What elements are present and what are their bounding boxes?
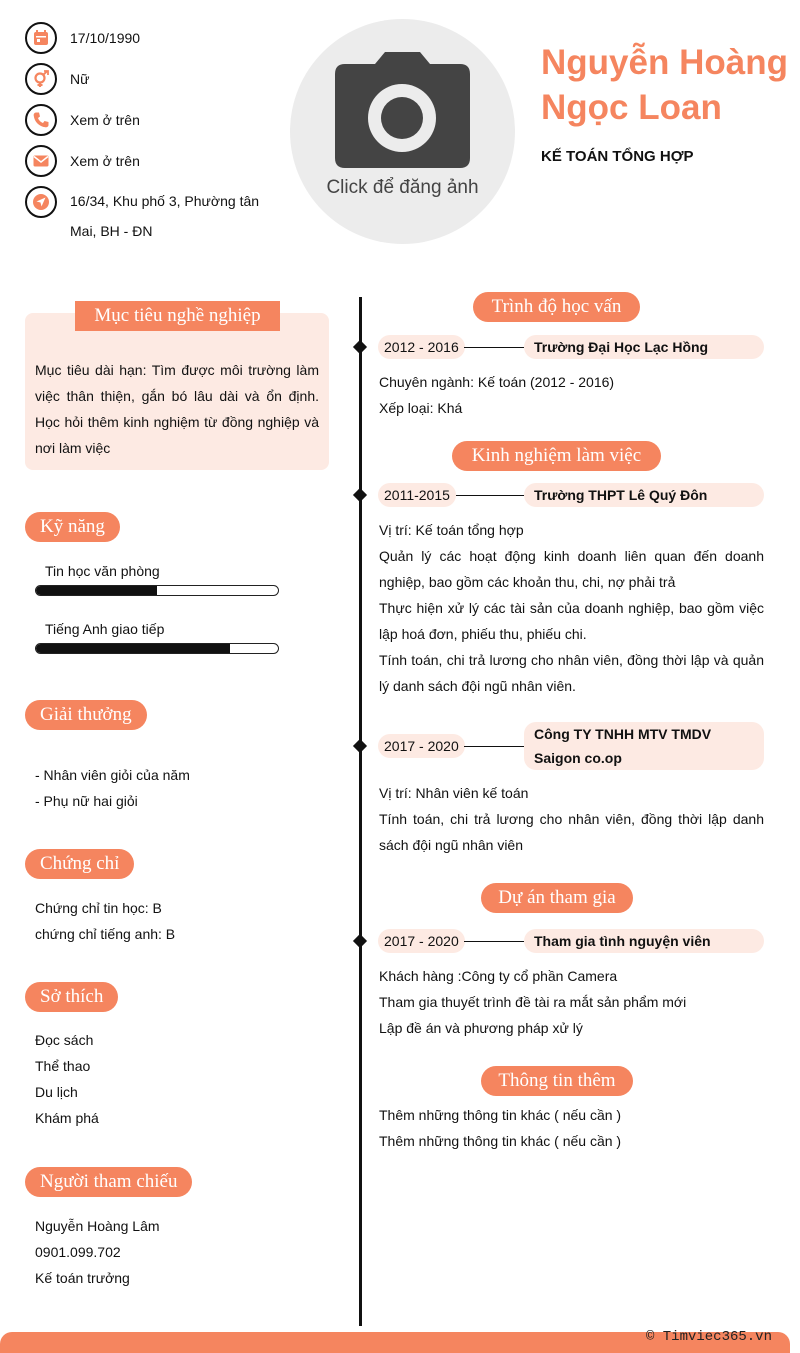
- education-line: Xếp loại: Khá: [379, 400, 463, 416]
- extra-heading: Thông tin thêm: [481, 1066, 633, 1096]
- objective-text: Mục tiêu dài hạn: Tìm được môi trường làm việc thân thiện, gắn bó lâu dài và ổn định. Học hỏi thêm kinh nghiệm từ đồng nghiệp và nơi làm việc: [35, 362, 319, 456]
- phone-text: Xem ở trên: [70, 112, 140, 128]
- timeline-marker: [353, 488, 367, 502]
- photo-upload-label: Click để đăng ảnh: [326, 177, 479, 198]
- awards-heading: Giải thưởng: [25, 700, 147, 730]
- project-date: 2017 - 2020: [378, 929, 465, 953]
- experience-org: Trường THPT Lê Quý Đôn: [524, 483, 764, 507]
- projects-heading: Dự án tham gia: [481, 883, 633, 913]
- experience-line: Tính toán, chi trả lương cho nhân viên, đồng thời lập danh sách đội ngũ nhân viên: [379, 811, 764, 853]
- contact-birthday: [25, 22, 140, 54]
- contact-email: [25, 145, 140, 177]
- experience-date: 2011-2015: [378, 483, 456, 507]
- candidate-name: Nguyễn Hoàng Ngọc Loan: [541, 43, 788, 127]
- hobby-item: Thể thao: [35, 1058, 91, 1074]
- experience-date: 2017 - 2020: [378, 734, 465, 758]
- contact-gender: [25, 63, 89, 95]
- experience-line: Vị trí: Kế toán tổng hợp: [379, 522, 524, 538]
- gender-icon: [25, 63, 57, 95]
- skill-name-english: Tiếng Anh giao tiếp: [45, 621, 165, 637]
- photo-upload[interactable]: [290, 19, 515, 244]
- timeline-connector: [464, 941, 524, 942]
- timeline-connector: [464, 746, 524, 747]
- hobbies-heading: Sở thích: [25, 982, 118, 1012]
- project-org: Tham gia tình nguyện viên: [524, 929, 764, 953]
- location-icon: [25, 186, 57, 218]
- reference-item: Nguyễn Hoàng Lâm: [35, 1218, 160, 1234]
- timeline-connector: [464, 347, 524, 348]
- birthday-text: 17/10/1990: [70, 30, 141, 46]
- project-line: Lập đề án và phương pháp xử lý: [379, 1020, 583, 1036]
- reference-item: 0901.099.702: [35, 1244, 121, 1260]
- skill-bar-english: [35, 643, 279, 654]
- hobby-item: Khám phá: [35, 1110, 99, 1126]
- calendar-icon: [25, 22, 57, 54]
- certificate-item: Chứng chỉ tin học: B: [35, 900, 162, 916]
- contact-phone: [25, 104, 140, 136]
- mail-icon: [25, 145, 57, 177]
- project-line: Tham gia thuyết trình đề tài ra mắt sản phẩm mới: [379, 994, 687, 1010]
- experience-line: Tính toán, chi trả lương cho nhân viên, đồng thời lập và quản lý danh sách đội ngũ nhân viên.: [379, 652, 764, 694]
- experience-line: Vị trí: Nhân viên kế toán: [379, 785, 529, 801]
- experience-org: Công TY TNHH MTV TMDV Saigon co.op: [524, 722, 764, 770]
- copyright-text: © Timviec365.vn: [645, 1329, 772, 1345]
- education-org: Trường Đại Học Lạc Hồng: [524, 335, 764, 359]
- objective-heading: Mục tiêu nghề nghiệp: [75, 301, 280, 331]
- camera-icon: [335, 52, 470, 170]
- address-text: 16/34, Khu phố 3, Phường tân Mai, BH - ĐN: [70, 193, 260, 239]
- experience-line: Quản lý các hoạt động kinh doanh liên quan đến doanh nghiệp, bao gồm các khoản thu, chi, nợ phải trả: [379, 548, 764, 590]
- timeline-line: [359, 297, 362, 1326]
- extra-line: Thêm những thông tin khác ( nếu cần ): [379, 1107, 622, 1123]
- skill-name-office: Tin học văn phòng: [45, 563, 160, 579]
- skills-heading: Kỹ năng: [25, 512, 120, 542]
- project-line: Khách hàng :Công ty cổ phần Camera: [379, 968, 618, 984]
- experience-line: Thực hiện xử lý các tài sản của doanh nghiệp, bao gồm việc lập hoá đơn, phiếu thu, phiếu chi.: [379, 600, 764, 642]
- award-item: - Nhân viên giỏi của năm: [35, 767, 190, 783]
- experience-heading: Kinh nghiệm làm việc: [452, 441, 661, 471]
- contact-address: [25, 186, 270, 246]
- education-date: 2012 - 2016: [378, 335, 465, 359]
- certificate-item: chứng chỉ tiếng anh: B: [35, 926, 176, 942]
- timeline-marker: [353, 739, 367, 753]
- reference-item: Kế toán trưởng: [35, 1270, 130, 1286]
- job-title: KẾ TOÁN TỔNG HỢP: [541, 148, 694, 165]
- references-heading: Người tham chiếu: [25, 1167, 192, 1197]
- timeline-connector: [456, 495, 524, 496]
- education-line: Chuyên ngành: Kế toán (2012 - 2016): [379, 374, 615, 390]
- education-heading: Trình độ học vấn: [473, 292, 640, 322]
- timeline-marker: [353, 340, 367, 354]
- certificates-heading: Chứng chỉ: [25, 849, 134, 879]
- timeline-marker: [353, 934, 367, 948]
- gender-text: Nữ: [70, 71, 90, 87]
- extra-line: Thêm những thông tin khác ( nếu cần ): [379, 1133, 622, 1149]
- hobby-item: Đọc sách: [35, 1032, 94, 1048]
- email-text: Xem ở trên: [70, 153, 140, 169]
- skill-bar-office: [35, 585, 279, 596]
- phone-icon: [25, 104, 57, 136]
- award-item: - Phụ nữ hai giỏi: [35, 793, 138, 809]
- hobby-item: Du lịch: [35, 1084, 78, 1100]
